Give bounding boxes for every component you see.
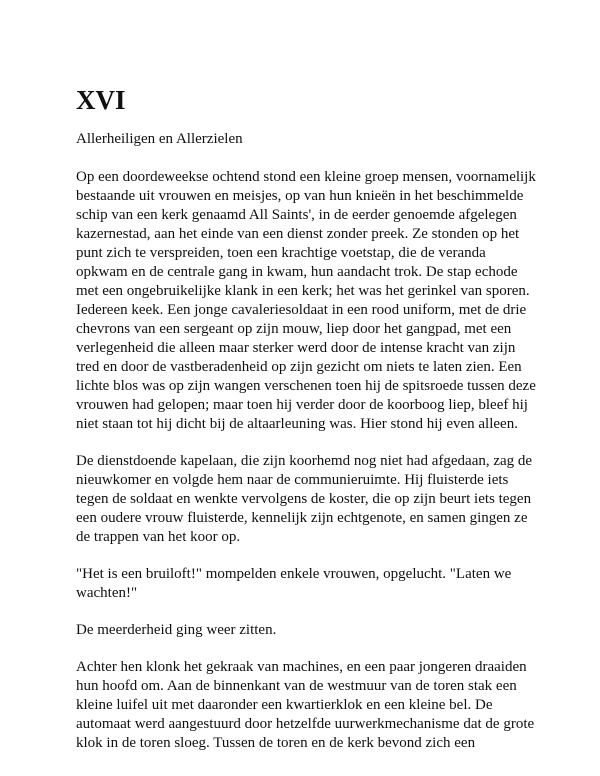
paragraph: Achter hen klonk het gekraak van machines, en een paar jongeren draaiden hun hoofd om. Aan de binnenkant van de westmuur van de toren stak een kleine luifel uit met daaronder een kwartierklok en een kleine bel. De automaat werd aangestuurd door hetzelfde uurwerkmechanisme dat de grote klok in de toren sloeg. Tussen de toren en de kerk bevond zich een [76,659,535,751]
document-page [76,84,536,771]
paragraph: De dienstdoende kapelaan, die zijn koorhemd nog niet had afgedaan, zag de nieuwkomer en volgde hem naar de communieruimte. Hij fluisterde iets tegen de soldaat en wenkte vervolgens de koster, die op zijn beurt iets tegen een oudere vrouw fluisterde, kennelijk zijn echtgenote, en samen gingen ze de trappen van het koor op. [76,453,533,545]
chapter-title: Allerheiligen en Allerzielen [76,131,243,147]
chapter-number: XVI [76,85,126,115]
paragraph: Op een doordeweekse ochtend stond een kleine groep mensen, voornamelijk bestaande uit vrouwen en meisjes, op van hun knieën in het beschimmelde schip van een kerk genaamd All Saints', in de eerder genoemde afgelegen kazernestad, aan het einde van een dienst zonder preek. Ze stonden op het punt zich te verspreiden, toen een krachtige voetstap, die de veranda opkwam en de centrale gang in kwam, hun aandacht trok. De stap echode met een ongebruikelijke klank in een kerk; het was het gerinkel van sporen. Iedereen keek. Een jonge cavaleriesoldaat in een rood uniform, met de drie chevrons van een sergeant op zijn mouw, liep door het gangpad, met een verlegenheid die alleen maar sterker werd door de intense kracht van zijn tred en door de vastberadenheid op zijn gezicht om niets te laten zien. Een lichte blos was op zijn wangen verschenen toen hij de spitsroede tussen deze vrouwen had gelopen; maar toen hij verder door de koorboog liep, bleef hij niet staan tot hij dicht bij de altaarleuning was. Hier stond hij even alleen. [76,169,536,432]
paragraph: "Het is een bruiloft!" mompelden enkele vrouwen, opgelucht. "Laten we wachten!" [76,566,512,601]
paragraph: De meerderheid ging weer zitten. [76,622,277,638]
